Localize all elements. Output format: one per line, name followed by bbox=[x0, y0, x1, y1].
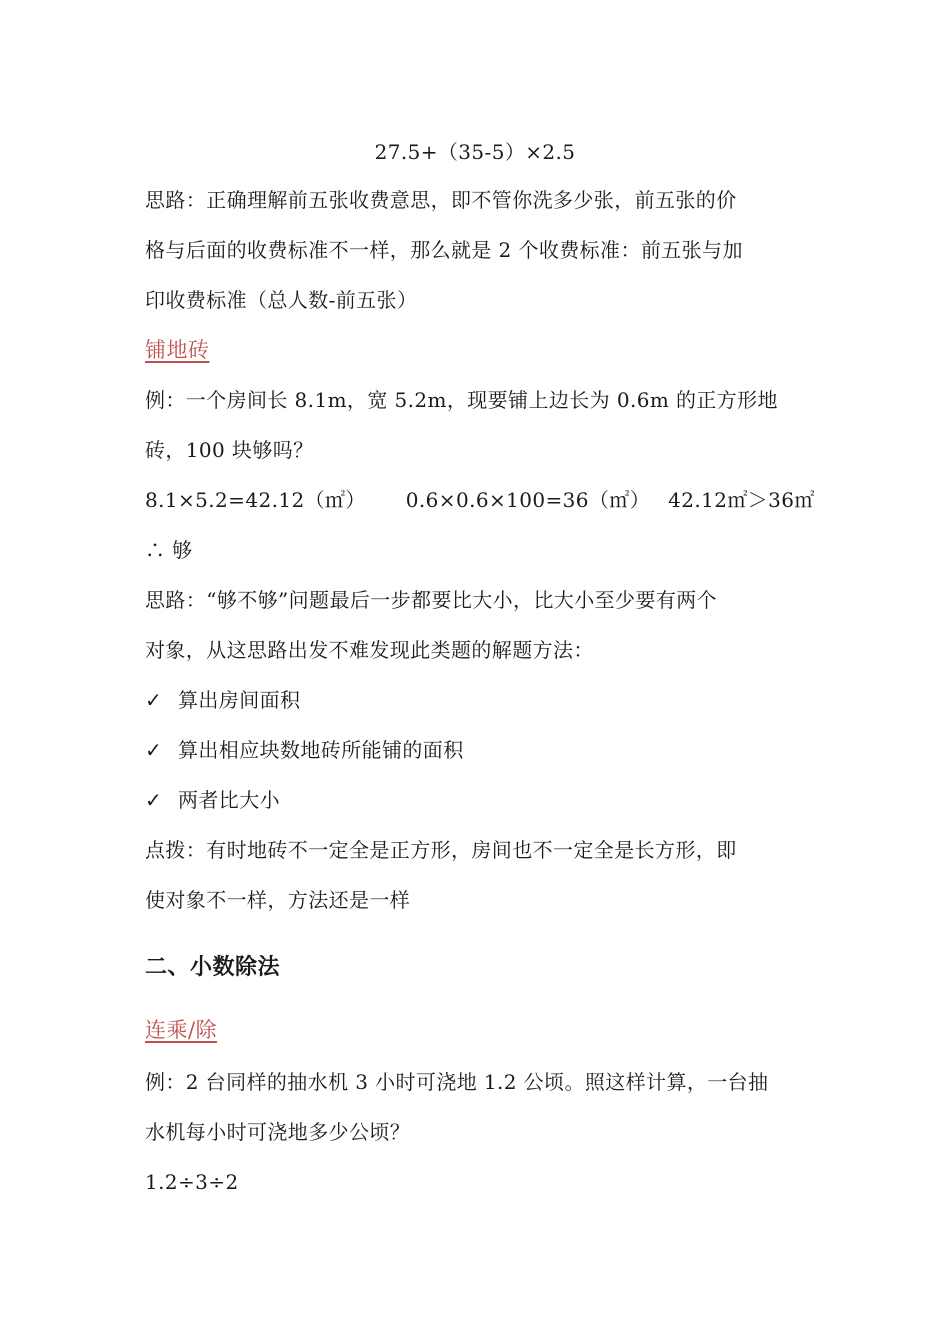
step-item bbox=[145, 686, 300, 714]
tiles-tip-line2: 使对象不一样，方法还是一样 bbox=[145, 888, 411, 912]
step-text: 算出相应块数地砖所能铺的面积 bbox=[178, 738, 464, 762]
checkmark-icon: ✓ bbox=[145, 738, 163, 762]
calc-tile-area: 0.6×0.6×100=36（㎡） bbox=[405, 488, 651, 512]
idea1-line3: 印收费标准（总人数-前五张） bbox=[145, 288, 418, 312]
checkmark-icon: ✓ bbox=[145, 688, 163, 712]
tiles-example-line2: 砖，100 块够吗？ bbox=[145, 438, 314, 462]
formula-top: 27.5+（35-5）×2.5 bbox=[374, 140, 576, 164]
tiles-conclusion: ∴ 够 bbox=[145, 538, 193, 562]
calc-room-area: 8.1×5.2=42.12（㎡） bbox=[145, 488, 366, 512]
tiles-calculation bbox=[145, 486, 815, 514]
calc-compare: 42.12㎡＞36㎡ bbox=[668, 488, 815, 512]
tiles-heading: 铺地砖 bbox=[145, 338, 210, 362]
tiles-idea-line2: 对象，从这思路出发不难发现此类题的解题方法： bbox=[145, 638, 594, 662]
step-item bbox=[145, 786, 280, 814]
section2-formula: 1.2÷3÷2 bbox=[145, 1170, 239, 1194]
idea1-line2: 格与后面的收费标准不一样，那么就是 2 个收费标准：前五张与加 bbox=[145, 238, 743, 262]
step-item bbox=[145, 736, 464, 764]
tiles-tip-line1: 点拨：有时地砖不一定全是正方形，房间也不一定全是长方形，即 bbox=[145, 838, 737, 862]
checkmark-icon: ✓ bbox=[145, 788, 163, 812]
idea1-line1: 思路：正确理解前五张收费意思，即不管你洗多少张，前五张的价 bbox=[145, 188, 737, 212]
section2-heading: 连乘/除 bbox=[145, 1018, 218, 1042]
tiles-example-line1: 例：一个房间长 8.1m，宽 5.2m，现要铺上边长为 0.6m 的正方形地 bbox=[145, 388, 778, 412]
step-text: 算出房间面积 bbox=[178, 688, 301, 712]
section2-title: 二、小数除法 bbox=[145, 955, 281, 980]
section2-example-line1: 例：2 台同样的抽水机 3 小时可浇地 1.2 公顷。照这样计算，一台抽 bbox=[145, 1070, 769, 1094]
tiles-idea-line1: 思路：“够不够”问题最后一步都要比大小，比大小至少要有两个 bbox=[145, 588, 718, 612]
section2-example-line2: 水机每小时可浇地多少公顷？ bbox=[145, 1120, 411, 1144]
step-text: 两者比大小 bbox=[178, 788, 280, 812]
